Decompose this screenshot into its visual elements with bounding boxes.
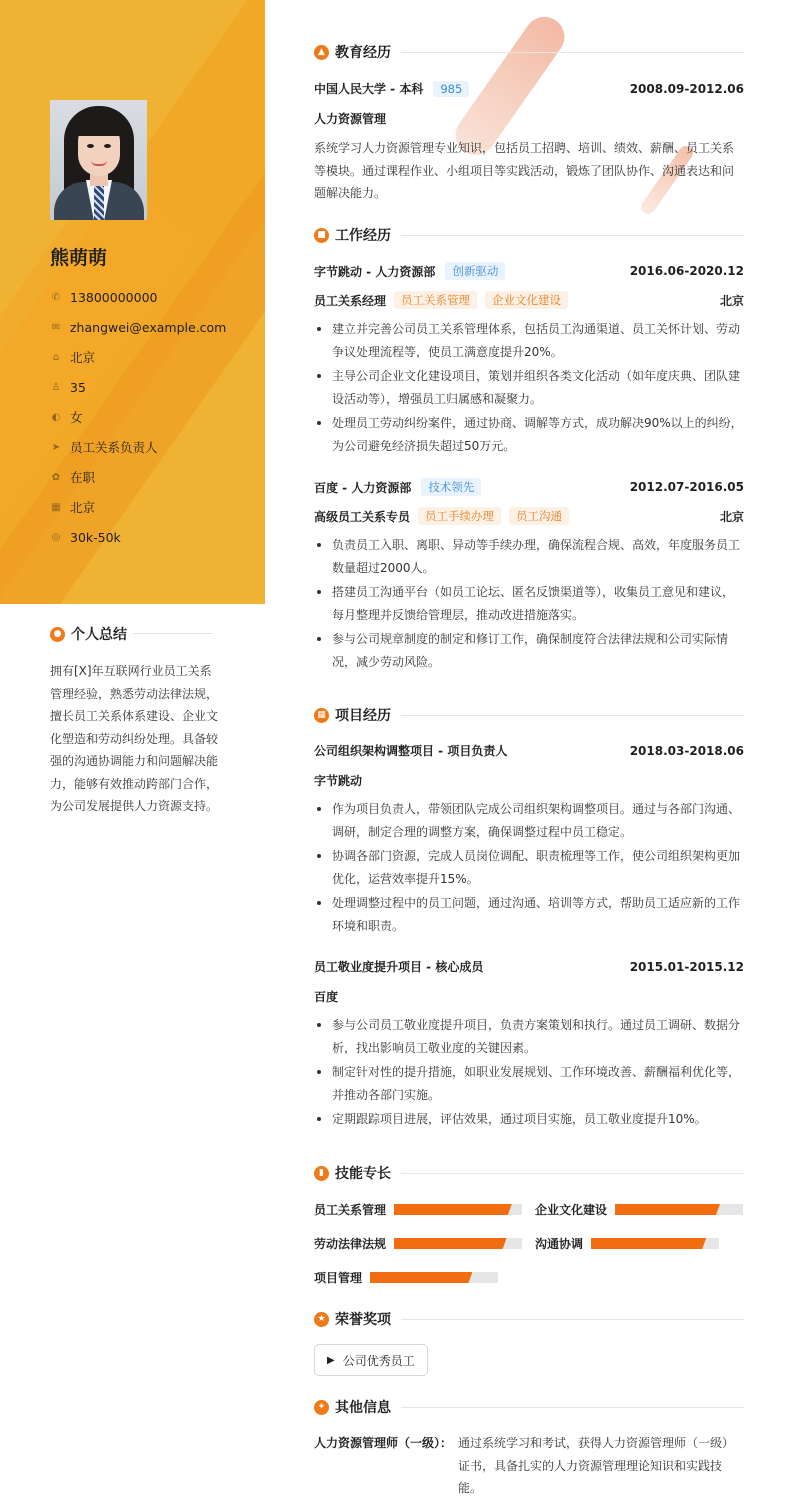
sidebar-header [0, 0, 265, 604]
job-date: 2012.07-2016.05 [629, 480, 744, 494]
contact-email: ✉ zhangwei@example.com [51, 319, 227, 335]
status-icon: ✿ [51, 471, 61, 483]
mail-icon: ✉ [51, 321, 61, 333]
skill-item [314, 1201, 522, 1218]
age-icon: ♙ [51, 381, 61, 393]
divider [401, 235, 744, 236]
job-position-row [314, 291, 744, 309]
job-bullets [314, 318, 744, 459]
job-position: 高级员工关系专员 [314, 509, 411, 524]
home-icon: ⌂ [52, 351, 60, 363]
list-item: 建立并完善公司员工关系管理体系，包括员工沟通渠道、员工关怀计划、劳动争议处理流程等，使员工满意度提升20%。 [314, 318, 744, 363]
list-item: 作为项目负责人，带领团队完成公司组织架构调整项目。通过与各部门沟通、调研，制定合理的调整方案，确保调整过程中员工稳定。 [314, 798, 744, 843]
contact-target-city: ▦ 北京 [51, 500, 96, 515]
user-icon: ● [50, 627, 65, 642]
job-position-row [314, 507, 744, 525]
company-tag: 创新驱动 [445, 262, 505, 280]
skill-item [535, 1235, 719, 1252]
company-name: 字节跳动 - 人力资源部 [314, 264, 436, 279]
contact-target-position: ➤ 员工关系负责人 [51, 440, 158, 455]
project-org-row [314, 988, 744, 1005]
skill-bar [394, 1204, 522, 1215]
divider [401, 52, 744, 53]
skill-fill [591, 1238, 706, 1249]
project-bullets [314, 1014, 744, 1133]
award-item[interactable] [314, 1344, 428, 1376]
list-item: 处理员工劳动纠纷案件，通过协商、调解等方式，成功解决90%以上的纠纷，为公司避免经济损失超过50万元。 [314, 412, 744, 457]
other-header: ✦ 其他信息 [314, 1397, 744, 1417]
skill-label: 劳动法律法规 [314, 1237, 387, 1251]
list-item: 主导公司企业文化建设项目，策划并组织各类文化活动（如年度庆典、团队建设活动等），增强员工归属感和凝聚力。 [314, 365, 744, 410]
skill-label: 沟通协调 [535, 1237, 584, 1251]
skill-bar [615, 1204, 743, 1215]
contact-salary: ◎ 30k-50k [51, 529, 121, 545]
skill-tag: 员工关系管理 [394, 291, 477, 309]
profile-name: 熊萌萌 [50, 247, 108, 269]
contact-status: ✿ 在职 [51, 470, 96, 485]
list-item: 参与公司规章制度的制定和修订工作，确保制度符合法律法规和公司实际情况，减少劳动风险。 [314, 628, 744, 673]
project-org-row [314, 772, 744, 789]
grid-icon: ▦ [314, 708, 329, 723]
list-item: 制定针对性的提升措施，如职业发展规划、工作环境改善、薪酬福利优化等，并推动各部门实施。 [314, 1061, 744, 1106]
info-icon: ✦ [314, 1400, 329, 1415]
company-tag: 技术领先 [421, 478, 481, 496]
skill-fill [394, 1204, 512, 1215]
phone-icon: ✆ [51, 291, 61, 303]
company-name: 百度 - 人力资源部 [314, 480, 412, 495]
profile-photo [50, 100, 147, 220]
briefcase-icon: ■ [314, 228, 329, 243]
certificate-text: 通过系统学习和考试，获得人力资源管理师（一级）证书，具备扎实的人力资源管理理论知识和实践技能。 [458, 1436, 735, 1495]
certificate-label: 人力资源管理师（一级）： [314, 1436, 453, 1450]
skill-label: 项目管理 [314, 1271, 363, 1285]
skill-item [314, 1269, 498, 1286]
summary-text: 拥有[X]年互联网行业员工关系管理经验，熟悉劳动法律法规，擅长员工关系体系建设、企业文化塑造和劳动纠纷处理。具备较强的沟通协调能力和问题解决能力，能够有效推动跨部门合作，为公司发展提供人力资源支持。 [50, 664, 219, 813]
job-city: 北京 [719, 509, 744, 524]
project-org: 百度 [314, 990, 339, 1004]
project-header [314, 742, 744, 759]
skill-tag: 员工沟通 [509, 507, 569, 525]
graduation-cap-icon: ▲ [314, 45, 329, 60]
education-description: 系统学习人力资源管理专业知识，包括员工招聘、培训、绩效、薪酬、员工关系等模块。通过课程作业、小组项目等实践活动，锻炼了团队协作、沟通表达和问题解决能力。 [314, 141, 735, 200]
divider [401, 1407, 744, 1408]
major-row [314, 110, 744, 127]
job-header [314, 478, 744, 496]
work-header: ■ 工作经历 [314, 225, 744, 245]
job-position: 员工关系经理 [314, 293, 387, 308]
project-bullets [314, 798, 744, 939]
education-row [314, 80, 744, 97]
building-icon: ▦ [51, 501, 61, 513]
job-city: 北京 [719, 293, 744, 308]
education-header: ▲ 教育经历 [314, 42, 744, 62]
project-org: 字节跳动 [314, 774, 363, 788]
project-header [314, 958, 744, 975]
awards-header: ★ 荣誉奖项 [314, 1309, 744, 1329]
job-header [314, 262, 744, 280]
project-name: 公司组织架构调整项目 - 项目负责人 [314, 744, 508, 758]
skills-header: ▮ 技能专长 [314, 1163, 744, 1183]
award-icon: ★ [314, 1312, 329, 1327]
skill-tag: 企业文化建设 [485, 291, 568, 309]
school-tag: 985 [433, 81, 469, 97]
contact-location: ⌂ 北京 [50, 342, 226, 372]
skill-fill [615, 1204, 720, 1215]
divider [401, 1173, 744, 1174]
gender-icon: ◐ [51, 411, 61, 423]
skill-item [535, 1201, 743, 1218]
contact-gender: ◐ 女 [51, 410, 83, 425]
salary-icon: ◎ [51, 531, 61, 543]
job-date: 2016.06-2020.12 [629, 264, 744, 278]
school-name: 中国人民大学 - 本科 [314, 82, 424, 96]
skill-label: 企业文化建设 [535, 1203, 608, 1217]
award-label: 公司优秀员工 [342, 1353, 415, 1368]
project-date: 2015.01-2015.12 [629, 959, 744, 974]
play-icon: ▶ [327, 1354, 335, 1366]
list-item: 协调各部门资源，完成人员岗位调配、职责梳理等工作，使公司组织架构更加优化，运营效率提升15%。 [314, 845, 744, 890]
skill-fill [370, 1272, 472, 1283]
skill-item [314, 1235, 522, 1252]
list-item: 定期跟踪项目进展，评估效果，通过项目实施，员工敬业度提升10%。 [314, 1108, 744, 1131]
contact-phone: ✆ 13800000000 [51, 289, 158, 305]
divider [401, 715, 744, 716]
list-item: 处理调整过程中的员工问题，通过沟通、培训等方式，帮助员工适应新的工作环境和职责。 [314, 892, 744, 937]
major: 人力资源管理 [314, 112, 387, 126]
skill-bar [394, 1238, 522, 1249]
contact-age: ♙ 35 [51, 379, 86, 395]
divider [401, 1319, 744, 1320]
divider [133, 633, 213, 634]
list-item: 参与公司员工敬业度提升项目，负责方案策划和执行。通过员工调研、数据分析，找出影响员工敬业度的关键因素。 [314, 1014, 744, 1059]
project-date: 2018.03-2018.06 [629, 743, 744, 758]
summary-title: 个人总结 [71, 627, 127, 643]
skill-label: 员工关系管理 [314, 1203, 387, 1217]
send-icon: ➤ [51, 441, 61, 453]
summary-header [50, 624, 127, 644]
skill-fill [394, 1238, 507, 1249]
list-item: 搭建员工沟通平台（如员工论坛、匿名反馈渠道等），收集员工意见和建议，每月整理并反馈给管理层，推动改进措施落实。 [314, 581, 744, 626]
projects-header: ▦ 项目经历 [314, 705, 744, 725]
job-bullets [314, 534, 744, 675]
list-item: 负责员工入职、离职、异动等手续办理，确保流程合规、高效，年度服务员工数量超过2000人。 [314, 534, 744, 579]
skill-bar [591, 1238, 719, 1249]
skill-bar [370, 1272, 498, 1283]
skill-tag: 员工手续办理 [418, 507, 501, 525]
chart-icon: ▮ [314, 1166, 329, 1181]
education-date: 2008.09-2012.06 [629, 81, 744, 96]
project-name: 员工敬业度提升项目 - 核心成员 [314, 960, 484, 974]
contact-list [50, 282, 226, 552]
